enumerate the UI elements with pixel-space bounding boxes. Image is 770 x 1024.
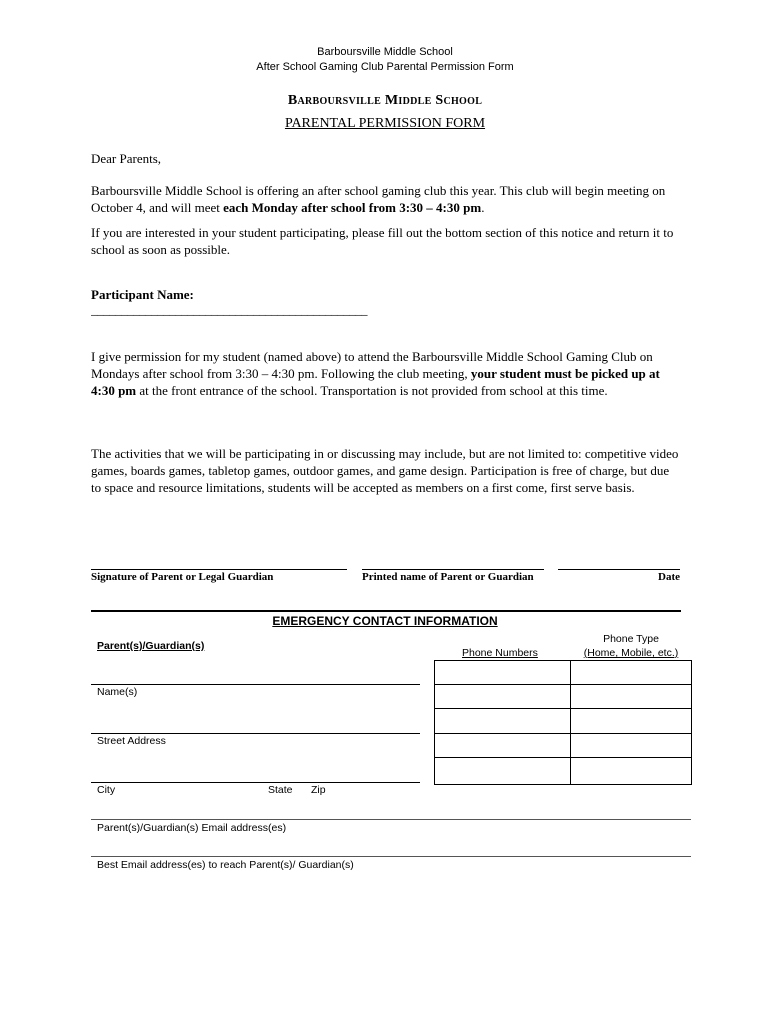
city-state-zip-line[interactable] <box>91 782 420 783</box>
printed-name-line[interactable] <box>362 569 544 570</box>
intro-end: . <box>481 200 485 215</box>
best-email-label: Best Email address(es) to reach Parent(s)/ Guardian(s) <box>97 859 354 871</box>
guardians-label: Parent(s)/Guardian(s) <box>97 640 205 652</box>
phone-type-examples: (Home, Mobile, etc.) <box>583 647 679 659</box>
section-divider <box>91 610 681 612</box>
email-label: Parent(s)/Guardian(s) Email address(es) <box>97 822 287 834</box>
permission-end: at the front entrance of the school. Transportation is not provided from school at this time. <box>136 383 608 398</box>
permission-paragraph <box>91 348 681 399</box>
phone-numbers-text: Phone Numbers <box>462 647 538 659</box>
street-address-line[interactable] <box>91 733 420 734</box>
printed-name-label: Printed name of Parent or Guardian <box>362 571 534 583</box>
signature-label: Signature of Parent or Legal Guardian <box>91 571 274 583</box>
phone-type-cell-3[interactable] <box>572 734 688 756</box>
phone-type-cell-4[interactable] <box>572 758 688 781</box>
participant-label: Participant Name: <box>91 287 194 302</box>
phone-table-column-line <box>570 660 571 784</box>
intro-paragraph <box>91 182 681 216</box>
phone-type-cell-2[interactable] <box>572 709 688 731</box>
zip-label: Zip <box>311 784 326 796</box>
emergency-heading <box>0 614 770 628</box>
city-label: City <box>97 784 116 796</box>
pickup-notice: your student must be picked up at 4:30 pm <box>91 366 660 398</box>
intro-text: Barboursville Middle School is offering an after school gaming club this year. This club will begin meeting on October 4, and will meet <box>91 183 666 215</box>
phone-number-cell-2[interactable] <box>436 709 568 731</box>
greeting: Dear Parents, <box>91 151 162 166</box>
date-label: Date <box>658 571 680 583</box>
header-form-name: After School Gaming Club Parental Permission Form <box>256 61 514 73</box>
phone-type-subheader <box>572 647 690 659</box>
phone-number-cell-1[interactable] <box>436 685 568 707</box>
street-address-label: Street Address <box>97 735 166 747</box>
permission-text: I give permission for my student (named above) to attend the Barboursville Middle School Gaming Club on Mondays after school from 3:30 – 4:30 pm. Following the club meeting, <box>91 349 653 381</box>
names-label: Name(s) <box>97 686 138 698</box>
phone-numbers-header <box>462 647 538 659</box>
phone-number-cell-3[interactable] <box>436 734 568 756</box>
phone-number-cell-4[interactable] <box>436 758 568 781</box>
emergency-heading-text: EMERGENCY CONTACT INFORMATION <box>272 614 498 628</box>
form-title-text: PARENTAL PERMISSION FORM <box>284 116 486 131</box>
phone-type-cell-1[interactable] <box>572 685 688 707</box>
form-title <box>0 116 770 132</box>
email-line[interactable] <box>91 819 691 820</box>
header-school-name: Barboursville Middle School <box>317 46 453 58</box>
participant-name-line[interactable]: ______________________________________________ <box>91 302 367 317</box>
signature-line[interactable] <box>91 569 347 570</box>
date-line[interactable] <box>558 569 680 570</box>
activities-paragraph: The activities that we will be participating in or discussing may include, but are not limited to: competitive video games, boards games, tabletop games, outdoor games, and game design. Participation is free of charge, but due to space and resource limitations, students will be accepted as members on a first come, first serve basis. <box>91 446 679 495</box>
school-title: Barboursville Middle School <box>287 93 483 108</box>
best-email-line[interactable] <box>91 856 691 857</box>
phone-type-header: Phone Type <box>603 633 659 645</box>
meeting-time: each Monday after school from 3:30 – 4:30 pm <box>223 200 482 215</box>
state-label: State <box>268 784 293 796</box>
names-line[interactable] <box>91 684 420 685</box>
interest-paragraph: If you are interested in your student participating, please fill out the bottom section of this notice and return it to school as soon as possible. <box>91 225 674 257</box>
